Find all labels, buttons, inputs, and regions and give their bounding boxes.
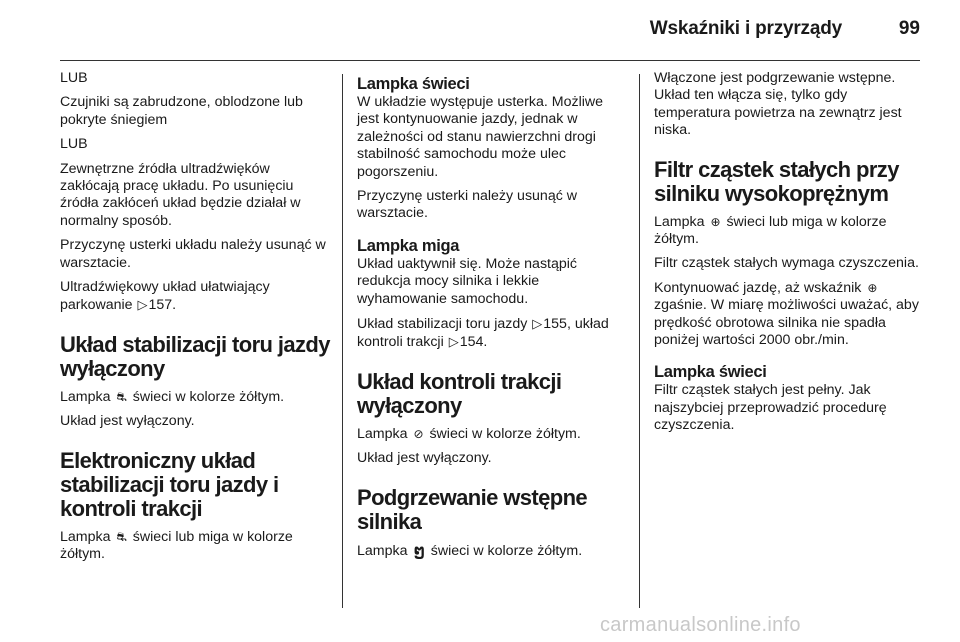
paragraph: Układ uaktywnił się. Może nastąpić redukcja mocy silnika i lekkie wyhamowanie samochodu.	[357, 255, 578, 307]
paragraph: Przyczynę usterki należy usunąć w warsztacie.	[357, 188, 577, 222]
diesel-particulate-filter-icon: ⊕	[710, 214, 721, 229]
column-1	[60, 70, 332, 571]
header-title: Wskaźniki i przyrządy	[649, 18, 842, 39]
paragraph: Lampka ໆ świeci w kolorze żółtym.	[357, 541, 583, 559]
paragraph: Układ stabilizacji toru jazdy ▷155, układ kontroli trakcji ▷154.	[357, 316, 609, 351]
section-heading: Układ kontroli trakcji wyłączony	[357, 368, 562, 418]
section-heading: Układ stabilizacji toru jazdy wyłączony	[60, 331, 330, 381]
section-heading: Podgrzewanie wstępne silnika	[357, 484, 588, 534]
paragraph: Lampka ⊕ świeci lub miga w kolorze żółtym.	[654, 213, 887, 248]
header-divider	[60, 60, 920, 61]
paragraph: Lampka ⊘ świeci w kolorze żółtym.	[357, 425, 581, 442]
paragraph-parking-ref: Ultradźwiękowy układ ułatwiający parkowanie ▷157.	[60, 279, 270, 314]
subsection-heading: Lampka świeci	[654, 363, 767, 382]
paragraph: Układ jest wyłączony.	[357, 450, 492, 467]
page-header	[0, 0, 960, 60]
section-heading: Elektroniczny układ stabilizacji toru jazdy i kontroli trakcji	[60, 447, 279, 521]
section-heading: Filtr cząstek stałych przy silniku wysokoprężnym	[654, 156, 899, 206]
paragraph: Kontynuować jazdę, aż wskaźnik ⊕ zgaśnie. W miarę możliwości uważać, aby prędkość obrotowa silnika nie spadła poniżej wartości 2000 obr./min.	[654, 279, 919, 349]
cross-reference-icon: ▷	[448, 334, 459, 350]
cross-reference-icon: ▷	[532, 316, 543, 332]
paragraph: Układ jest wyłączony.	[60, 413, 195, 430]
glow-plug-icon: ໆ	[413, 541, 425, 559]
page-reference-link[interactable]: 154.	[459, 334, 488, 351]
column-2	[357, 70, 629, 567]
paragraph: LUB	[60, 70, 88, 86]
paragraph: Przyczynę usterki układu należy usunąć w warsztacie.	[60, 237, 326, 271]
page-reference-link[interactable]: 157.	[148, 297, 177, 314]
paragraph: Lampka ⛐ świeci w kolorze żółtym.	[60, 388, 285, 405]
column-divider-2	[639, 74, 640, 608]
paragraph: Czujniki są zabrudzone, oblodzone lub pokryte śniegiem	[60, 94, 303, 128]
paragraph: Filtr cząstek stałych jest pełny. Jak najszybciej przeprowadzić procedurę czyszczenia.	[654, 382, 887, 434]
column-3	[654, 70, 926, 442]
paragraph: Lampka ⛐ świeci lub miga w kolorze żółtym.	[60, 528, 293, 563]
watermark: carmanualsonline.info	[600, 614, 801, 636]
page-reference-link[interactable]: 155,	[543, 316, 571, 333]
esc-warning-icon: ⛐	[116, 529, 127, 544]
subsection-heading: Lampka świeci	[357, 75, 470, 93]
paragraph: Filtr cząstek stałych wymaga czyszczenia.	[654, 255, 919, 272]
subsection-heading: Lampka miga	[357, 236, 460, 255]
page-number: 99	[898, 18, 920, 39]
paragraph: W układzie występuje usterka. Możliwe jest kontynuowanie jazdy, jednak w zależności od stanu nawierzchni drogi stabilność samochodu może ulec pogorszeniu.	[357, 94, 604, 180]
diesel-particulate-filter-icon: ⊕	[867, 280, 878, 295]
cross-reference-icon: ▷	[137, 297, 148, 313]
traction-control-off-icon: ⊘	[413, 426, 424, 441]
paragraph: Włączone jest podgrzewanie wstępne. Układ ten włącza się, tylko gdy temperatura powietrza na zewnątrz jest niska.	[654, 70, 902, 139]
esc-off-warning-icon: ⛐	[116, 389, 127, 404]
paragraph: LUB	[60, 136, 88, 153]
column-divider-1	[342, 74, 343, 608]
paragraph: Zewnętrzne źródła ultradźwięków zakłócają pracę układu. Po usunięciu źródła zakłóceń układ będzie działał w normalny sposób.	[60, 160, 301, 229]
